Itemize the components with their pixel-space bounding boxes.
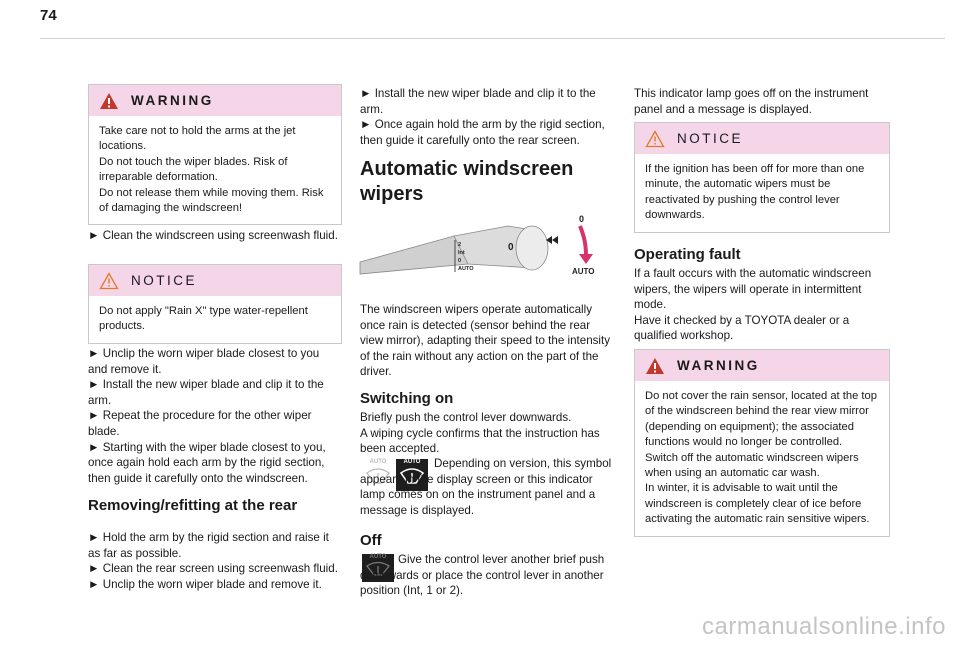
step: ► Hold the arm by the rigid section and raise it as far as possible. — [88, 531, 329, 560]
warning-line: In winter, it is advisable to wait until the windscreen is completely clear of ice before activating the automatic rain sensitive wipers. — [645, 482, 870, 526]
lamp-off-text: This indicator lamp goes off on the instrument panel and a message is displayed. — [634, 87, 869, 116]
wiper-lever-illustration — [358, 210, 608, 290]
heading-rear: Removing/refitting at the rear — [88, 497, 298, 514]
paragraph: Briefly push the control lever downwards. — [360, 411, 572, 424]
notice-title: NOTICE — [677, 131, 744, 146]
paragraph: Have it checked by a TOYOTA dealer or a qualified workshop. — [634, 313, 850, 343]
auto-wipers-intro: The windscreen wipers operate automatically once rain is detected (sensor behind the rear view mirror), adapting their speed to the intensity of the rain without any action on the part of the driver. — [360, 303, 611, 379]
step: ► Unclip the worn wiper blade and remove it. — [88, 577, 322, 591]
heading-automatic-wipers: Automatic windscreen wipers — [360, 158, 574, 205]
warning-title: WARNING — [677, 358, 760, 373]
warning-line: Do not cover the rain sensor, located at the top of the windscreen behind the rear view mirror (depending on equipment); the associated functions would no longer be controlled. — [645, 390, 877, 449]
rear-install-steps — [360, 86, 612, 148]
lever-mark-int: Int — [458, 250, 465, 256]
step: ► Unclip the worn wiper blade closest to you and remove it. — [88, 347, 320, 376]
switching-on-text — [360, 410, 612, 457]
fault-text — [634, 266, 886, 344]
heading-switching-on: Switching on — [360, 390, 454, 407]
lever-mark-0: 0 — [458, 258, 462, 264]
page-number: 74 — [40, 7, 57, 24]
step: ► Repeat the procedure for the other wiper blade. — [88, 409, 312, 438]
ring-mark-0: 0 — [508, 242, 514, 253]
step: ► Install the new wiper blade and clip it to the arm. — [88, 378, 324, 407]
auto-symbol-filled-label: AUTO — [403, 459, 421, 465]
step: ► Clean the rear screen using screenwash fluid. — [88, 562, 338, 576]
header-divider — [40, 38, 945, 39]
notice-box-1 — [88, 264, 342, 344]
heading-operating-fault: Operating fault — [634, 246, 741, 263]
warning-box-2 — [634, 349, 890, 537]
rear-steps — [88, 530, 340, 592]
warning-icon — [99, 92, 119, 110]
notice-box-2 — [634, 122, 890, 233]
warning-line: Take care not to hold the arms at the jet locations. — [99, 125, 296, 153]
notice-icon — [645, 130, 665, 148]
step-clean-windscreen: ► Clean the windscreen using screenwash fluid. — [88, 229, 338, 242]
step: ► Once again hold the arm by the rigid section, then guide it carefully onto the rear screen. — [360, 118, 605, 147]
off-description: Give the control lever another brief push downwards or place the control lever in another position (Int, 1 or 2). — [360, 553, 605, 598]
arrow-bottom-mark-auto: AUTO — [572, 267, 595, 276]
step: ► Starting with the wiper blade closest to you, once again hold each arm by the rigid section, then guide it carefully onto the windscreen. — [88, 440, 326, 485]
auto-symbol-off-label: AUTO — [369, 554, 387, 560]
heading-off: Off — [360, 532, 382, 549]
notice-title: NOTICE — [131, 273, 198, 288]
step: ► Install the new wiper blade and clip it to the arm. — [360, 87, 596, 116]
notice-text: If the ignition has been off for more than one minute, the automatic wipers must be reactivated by pushing the control lever downwards. — [645, 163, 865, 222]
warning-line: Do not touch the wiper blades. Risk of irreparable deformation. — [99, 155, 288, 184]
notice-text: Do not apply "Rain X" type water-repellent products. — [99, 305, 308, 333]
warning-box-1 — [88, 84, 342, 225]
paragraph: A wiping cycle confirms that the instruction has been accepted. — [360, 426, 600, 456]
symbol-description: Depending on version, this symbol appears in the display screen or this indicator lamp comes on on the instrument panel and a message is displayed. — [360, 457, 612, 517]
arrow-top-mark-0: 0 — [579, 214, 585, 224]
paragraph: If a fault occurs with the automatic windscreen wipers, the wipers will operate in intermittent mode. — [634, 267, 872, 312]
lever-mark-auto: AUTO — [458, 266, 474, 272]
warning-icon — [645, 357, 665, 375]
lever-mark-2: 2 — [458, 242, 462, 248]
warning-title: WARNING — [131, 93, 214, 108]
replacement-steps — [88, 346, 340, 486]
auto-symbol-outline-label: AUTO — [369, 459, 387, 465]
notice-icon — [99, 272, 119, 290]
watermark: carmanualsonline.info — [702, 613, 946, 640]
warning-line: Do not release them while moving them. Risk of damaging the windscreen! — [99, 186, 324, 215]
warning-line: Switch off the automatic windscreen wipers when using an automatic car wash. — [645, 451, 859, 480]
